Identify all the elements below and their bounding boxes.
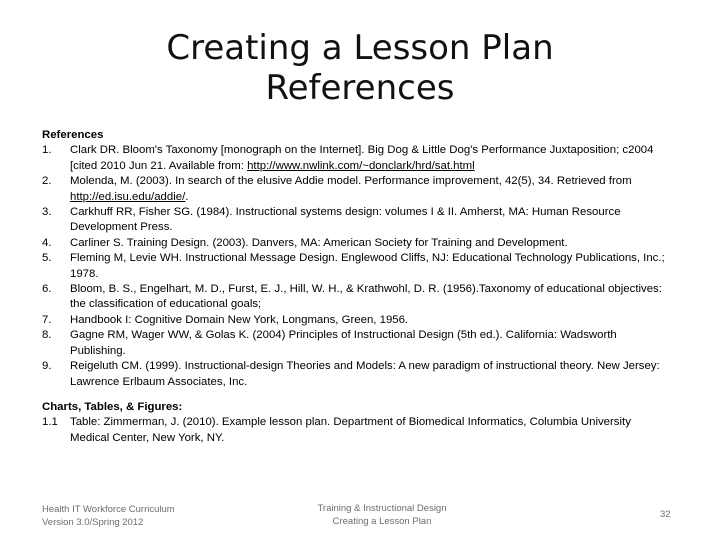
chart-citation-text: Table: Zimmerman, J. (2010). Example lesson plan. Department of Biomedical Informatics, Columbia University Medical Center, New York, NY.	[70, 416, 631, 444]
reference-item	[42, 174, 672, 205]
slide-content	[42, 128, 672, 446]
reference-number: 2.	[42, 175, 52, 188]
reference-text-main: Fleming M, Levie WH. Instructional Message Design. Englewood Cliffs, NJ: Educational Technology Publications, Inc.; 1978.	[70, 252, 665, 280]
reference-text-main: Carliner S. Training Design. (2003). Danvers, MA: American Society for Training and Development.	[70, 236, 568, 249]
footer-course	[282, 502, 482, 528]
reference-text	[70, 174, 672, 205]
reference-item	[42, 236, 672, 251]
footer-curriculum-line2: Version 3.0/Spring 2012	[42, 517, 144, 528]
reference-number: 7.	[42, 313, 52, 326]
slide-title-line1: Creating a Lesson Plan	[166, 28, 554, 68]
footer-curriculum	[42, 503, 175, 529]
reference-item	[42, 282, 672, 313]
reference-text-main: Handbook I: Cognitive Domain New York, Longmans, Green, 1956.	[70, 313, 409, 326]
reference-text-main: Clark DR. Bloom's Taxonomy [monograph on the Internet]. Big Dog & Little Dog's Performance Juxtaposition; c2004 [cited 2010 Jun 21. Available from:	[70, 144, 654, 172]
reference-text-suffix: .	[185, 190, 189, 203]
charts-heading: Charts, Tables, & Figures:	[42, 400, 183, 413]
reference-text	[70, 328, 672, 359]
reference-number: 6.	[42, 283, 52, 296]
reference-link[interactable]: http://www.nwlink.com/~donclark/hrd/sat.html	[247, 159, 475, 172]
slide-title	[0, 28, 720, 108]
footer-course-line1: Training & Instructional Design	[317, 503, 447, 514]
reference-number: 1.	[42, 144, 52, 157]
reference-text	[70, 143, 672, 174]
references-list	[42, 143, 672, 390]
reference-text-main: Reigeluth CM. (1999). Instructional-design Theories and Models: A new paradigm of instructional theory. New Jersey: Lawrence Erlbaum Associates, Inc.	[70, 360, 660, 388]
references-heading: References	[42, 129, 104, 141]
reference-item	[42, 359, 672, 390]
reference-item	[42, 251, 672, 282]
reference-text-main: Gagne RM, Wager WW, & Golas K. (2004) Principles of Instructional Design (5th ed.). California: Wadsworth Publishing.	[70, 329, 617, 357]
slide-title-line2: References	[265, 68, 455, 108]
footer-curriculum-line1: Health IT Workforce Curriculum	[42, 504, 175, 515]
reference-text-main: Carkhuff RR, Fisher SG. (1984). Instructional systems design: volumes I & II. Amherst, MA: Human Resource Development Press.	[70, 206, 621, 234]
charts-section	[42, 400, 672, 446]
reference-number: 9.	[42, 360, 52, 373]
reference-item	[42, 205, 672, 236]
reference-item	[42, 143, 672, 174]
reference-text	[70, 236, 672, 251]
footer-course-line2: Creating a Lesson Plan	[332, 516, 432, 527]
reference-text	[70, 205, 672, 236]
reference-number: 8.	[42, 329, 52, 342]
reference-number: 5.	[42, 252, 52, 265]
reference-text	[70, 251, 672, 282]
page-number: 32	[660, 509, 671, 520]
chart-citation-number: 1.1	[42, 416, 58, 429]
reference-text	[70, 282, 672, 313]
reference-number: 4.	[42, 236, 52, 249]
reference-text	[70, 359, 672, 390]
reference-number: 3.	[42, 206, 52, 219]
reference-text-main: Bloom, B. S., Engelhart, M. D., Furst, E. J., Hill, W. H., & Krathwohl, D. R. (1956).Taxonomy of educational objectives: the classification of educational goals;	[70, 283, 662, 311]
reference-link[interactable]: http://ed.isu.edu/addie/	[70, 190, 186, 203]
chart-citation	[42, 415, 672, 446]
reference-text	[70, 313, 672, 328]
reference-item	[42, 328, 672, 359]
reference-item	[42, 313, 672, 328]
reference-text-main: Molenda, M. (2003). In search of the elusive Addie model. Performance improvement, 42(5), 34. Retrieved from	[70, 175, 632, 188]
